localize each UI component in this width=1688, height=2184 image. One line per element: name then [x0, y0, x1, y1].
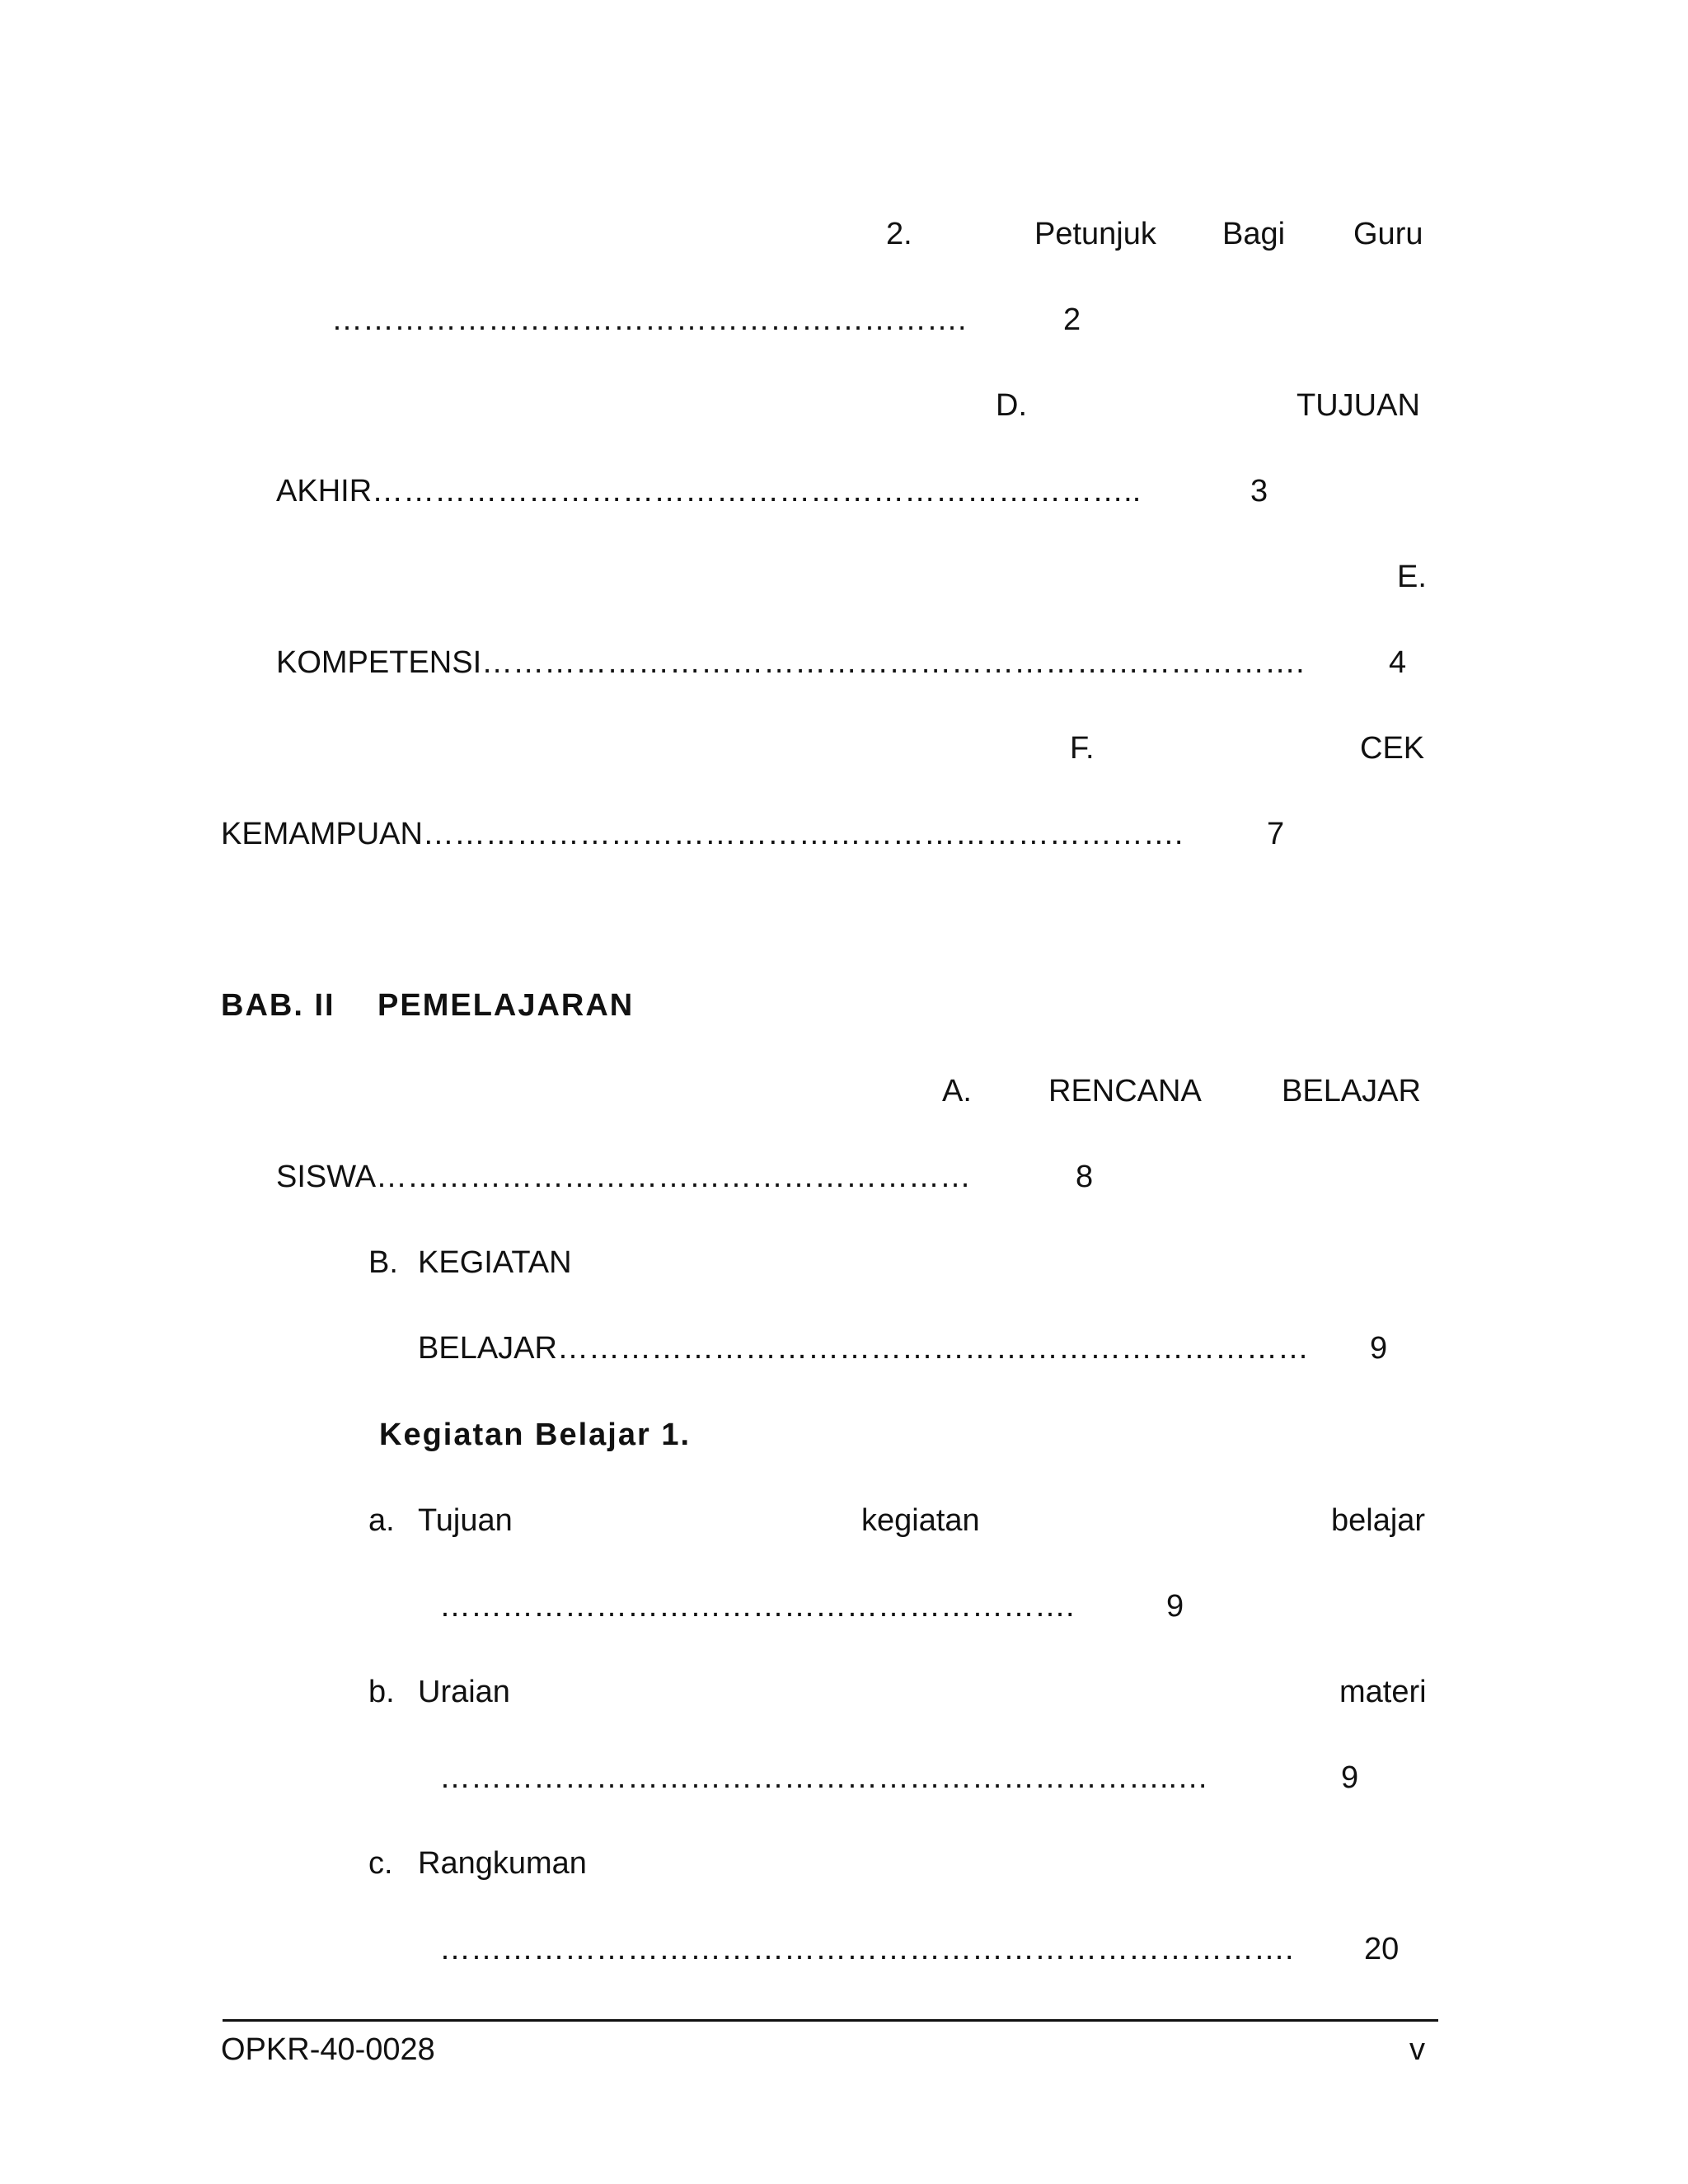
- toc-rencana-page: 8: [1076, 1160, 1094, 1194]
- footer-divider: [223, 2019, 1438, 2022]
- toc-rencana-word3: SISWA…………………………………………………: [276, 1160, 972, 1194]
- toc-kompetensi-letter: E.: [1397, 560, 1427, 594]
- toc-kompetensi-word1: KOMPETENSI…………………………………………………………………….: [276, 645, 1305, 680]
- toc-uraian-word1: Uraian: [418, 1675, 510, 1709]
- toc-cek-page: 7: [1267, 817, 1285, 851]
- footer-code: OPKR-40-0028: [221, 2032, 435, 2067]
- toc-tujuan-word2: AKHIR………………………………………………………………..: [276, 474, 1142, 509]
- toc-tujuan-kegiatan-page: 9: [1166, 1589, 1184, 1624]
- toc-tujuan-letter: D.: [996, 388, 1027, 423]
- toc-kegiatan-word2: BELAJAR………………………………………………………………: [418, 1331, 1309, 1366]
- toc-kegiatan-page: 9: [1370, 1331, 1388, 1366]
- toc-rencana-word2: BELAJAR: [1282, 1074, 1421, 1108]
- toc-petunjuk-word1: Petunjuk: [1034, 217, 1156, 251]
- toc-rencana-word1: RENCANA: [1048, 1074, 1202, 1108]
- toc-rangkuman-page: 20: [1364, 1932, 1400, 1966]
- toc-rencana-letter: A.: [942, 1074, 972, 1108]
- toc-uraian-page: 9: [1341, 1760, 1359, 1795]
- toc-tujuan-kegiatan-word3: belajar: [1331, 1503, 1426, 1538]
- toc-rangkuman-dots: ……………………………………………………………………….: [439, 1932, 1294, 1966]
- toc-uraian-dots: ……………………………………………………………..…: [439, 1760, 1209, 1795]
- toc-kegiatan-word1: KEGIATAN: [418, 1245, 572, 1280]
- toc-petunjuk-dots: …………………………………………………….: [331, 302, 967, 337]
- toc-kegiatan1-title: Kegiatan Belajar 1.: [379, 1418, 692, 1452]
- toc-tujuan-kegiatan-word2: kegiatan: [861, 1503, 980, 1538]
- toc-kompetensi-page: 4: [1389, 645, 1407, 680]
- toc-tujuan-word1: TUJUAN: [1296, 388, 1420, 423]
- toc-petunjuk-word3: Guru: [1353, 217, 1423, 251]
- toc-uraian-letter: b.: [368, 1675, 395, 1709]
- toc-tujuan-kegiatan-letter: a.: [368, 1503, 395, 1538]
- toc-rangkuman-word1: Rangkuman: [418, 1846, 587, 1881]
- toc-bab2-label: BAB. II: [221, 988, 335, 1023]
- toc-cek-word1: CEK: [1360, 731, 1425, 766]
- toc-rangkuman-letter: c.: [368, 1846, 393, 1881]
- toc-cek-letter: F.: [1070, 731, 1095, 766]
- toc-bab2-title: PEMELAJARAN: [377, 988, 635, 1023]
- toc-tujuan-page: 3: [1250, 474, 1268, 509]
- toc-tujuan-kegiatan-word1: Tujuan: [418, 1503, 513, 1538]
- toc-tujuan-kegiatan-dots: …………………………………………………….: [439, 1589, 1075, 1624]
- toc-petunjuk-page: 2: [1063, 302, 1081, 337]
- toc-uraian-word2: materi: [1339, 1675, 1427, 1709]
- footer-page-number: v: [1409, 2032, 1425, 2067]
- toc-petunjuk-word2: Bagi: [1222, 217, 1286, 251]
- toc-kegiatan-letter: B.: [368, 1245, 398, 1280]
- toc-cek-word2: KEMAMPUAN……………………………………………………………….: [221, 817, 1184, 851]
- toc-petunjuk-number: 2.: [886, 217, 912, 251]
